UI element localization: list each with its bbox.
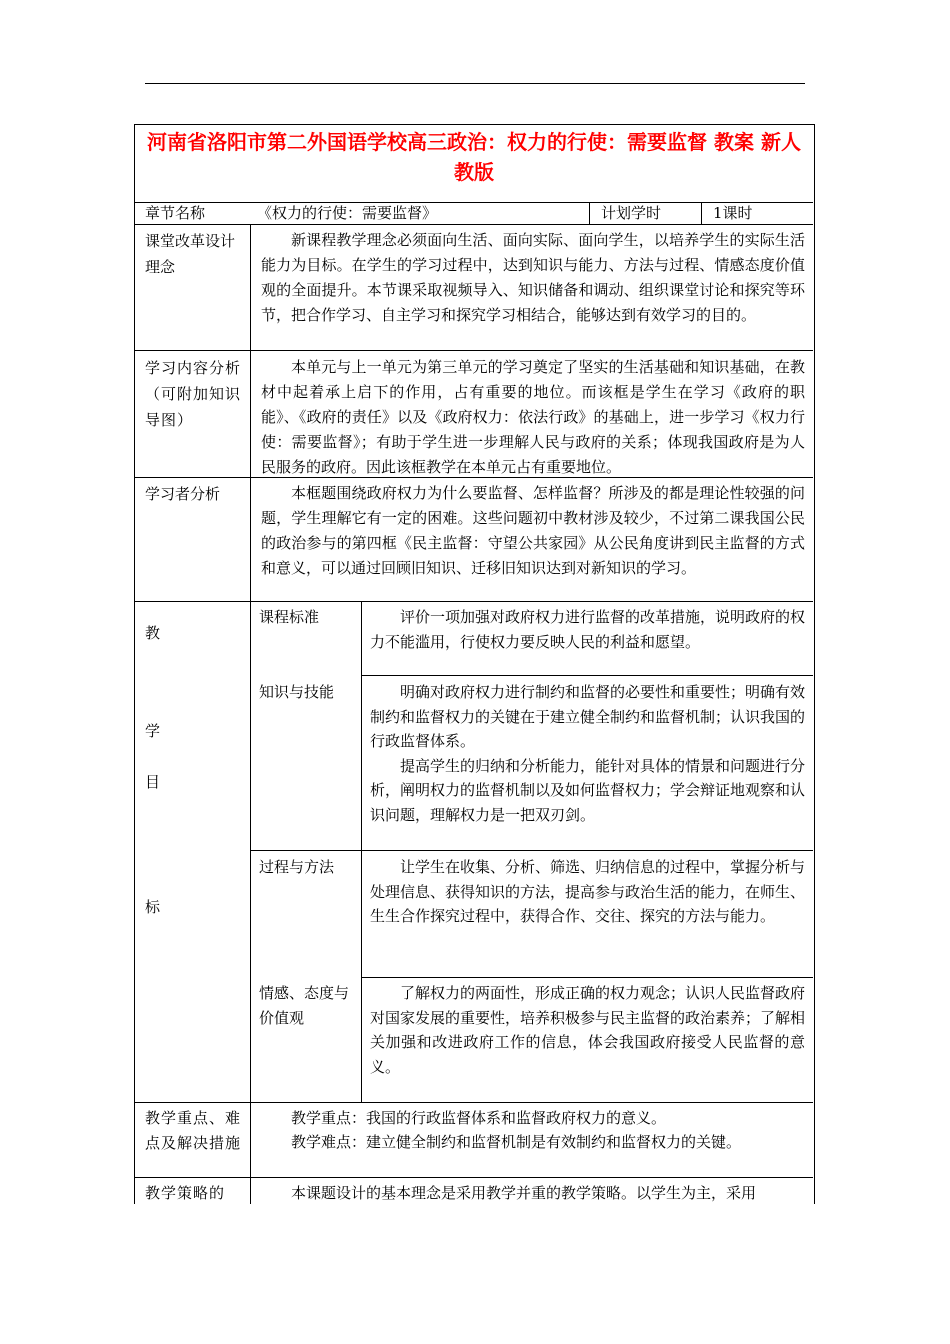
keypoint-focus: 教学重点：我国的行政监督体系和监督政府权力的意义。 bbox=[291, 1109, 667, 1127]
col-divider bbox=[701, 202, 702, 224]
objective-text-attitude bbox=[362, 979, 813, 1101]
concept-label: 课堂改革设计理念 bbox=[145, 232, 236, 276]
content-analysis-text: 本单元与上一单元为第三单元的学习奠定了坚实的生活基础和知识基础，在教材中起着承上启下的作用，占有重要的地位。而该框是学生在学习《政府的职能》、《政府的责任》以及《政府权力：依法行政》的基础上，进一步学习《权力行使：需要监督》；有助于学生进一步理解人民与政府的关系；体现我国政府是为人民服务的政府。因此该框教学在本单元占有重要地位。 bbox=[261, 358, 805, 476]
content-analysis-label: 学习内容分析（可附加知识导图） bbox=[145, 359, 242, 429]
objectives-char-4: 标 bbox=[145, 898, 161, 916]
row-divider bbox=[135, 224, 813, 225]
objective-label-curriculum: 课程标准 bbox=[259, 608, 320, 626]
sub-row-divider bbox=[362, 977, 813, 978]
keypoint-difficulty: 教学难点：建立健全制约和监督机制是有效制约和监督权力的关键。 bbox=[291, 1133, 742, 1151]
plan-hours-value: 1课时 bbox=[713, 204, 753, 222]
objective-paragraph: 提高学生的归纳和分析能力，能针对具体的情景和问题进行分析，阐明权力的监督机制以及如何监督权力；学会辩证地观察和认识问题，理解权力是一把双刃剑。 bbox=[370, 756, 806, 824]
row-divider bbox=[135, 1177, 813, 1178]
header-rule bbox=[145, 83, 805, 84]
objective-label-knowledge: 知识与技能 bbox=[259, 683, 335, 701]
row-divider bbox=[135, 350, 813, 351]
objective-label-process: 过程与方法 bbox=[259, 858, 335, 876]
sub-row-divider bbox=[251, 850, 813, 851]
chapter-label: 章节名称 bbox=[145, 204, 206, 222]
objective-text-knowledge bbox=[362, 678, 813, 848]
row-divider bbox=[135, 601, 813, 602]
row-divider bbox=[135, 1102, 813, 1103]
row-divider bbox=[135, 477, 813, 478]
chapter-value: 《权力的行使：需要监督》 bbox=[257, 204, 438, 222]
concept-text: 新课程教学理念必须面向生活、面向实际、面向学生，以培养学生的实际生活能力为目标。在学生的学习过程中，达到知识与能力、方法与过程、情感态度价值观的全面提升。本节课采取视频导入、知识储备和调动、组织课堂讨论和探究等环节，把合作学习、自主学习和探究学习相结合，能够达到有效学习的目的。 bbox=[261, 231, 805, 324]
objective-paragraph: 评价一项加强对政府权力进行监督的改革措施，说明政府的权力不能滥用，行使权力要反映人民的利益和愿望。 bbox=[370, 608, 806, 651]
document-title: 河南省洛阳市第二外国语学校高三政治：权力的行使：需要监督 教案 新人教版 bbox=[147, 130, 801, 184]
strategy-label: 教学策略的 bbox=[145, 1184, 226, 1202]
learner-text: 本框题围绕政府权力为什么要监督、怎样监督？所涉及的都是理论性较强的问题，学生理解它有一定的困难。这些问题初中教材涉及较少，不过第二课我国公民的政治参与的第四框《民主监督：守望公共家园》从公民角度讲到民主监督的方式和意义，可以通过回顾旧知识、迁移旧知识达到对新知识的学习。 bbox=[261, 484, 805, 577]
keypoints-label: 教学重点、难点及解决措施 bbox=[145, 1109, 242, 1152]
objectives-char-3: 目 bbox=[145, 773, 161, 791]
objectives-char-1: 教 bbox=[145, 624, 161, 642]
learner-label: 学习者分析 bbox=[145, 485, 221, 503]
label-column-divider bbox=[250, 224, 251, 1204]
objectives-char-2: 学 bbox=[145, 722, 161, 740]
strategy-text: 本课题设计的基本理念是采用教学并重的教学策略。以学生为主，采用 bbox=[291, 1184, 757, 1202]
objective-text-process bbox=[362, 853, 813, 975]
objective-paragraph: 让学生在收集、分析、筛选、归纳信息的过程中，掌握分析与处理信息、获得知识的方法，提高参与政治生活的能力，在师生、生生合作探究过程中，获得合作、交往、探究的方法与能力。 bbox=[370, 858, 806, 925]
plan-hours-label: 计划学时 bbox=[601, 204, 662, 222]
lesson-plan-table bbox=[134, 124, 815, 1204]
col-divider bbox=[589, 202, 590, 224]
objective-text-curriculum bbox=[362, 603, 813, 675]
objective-label-attitude: 情感、态度与价值观 bbox=[259, 984, 350, 1027]
objective-paragraph: 明确对政府权力进行制约和监督的必要性和重要性；明确有效制约和监督权力的关键在于建立健全制约和监督机制；认识我国的行政监督体系。 bbox=[370, 683, 806, 750]
sub-row-divider bbox=[362, 675, 813, 676]
objective-paragraph: 了解权力的两面性，形成正确的权力观念；认识人民监督政府对国家发展的重要性，培养积极参与民主监督的政治素养；了解相关加强和改进政府工作的信息，体会我国政府接受人民监督的意义。 bbox=[370, 984, 806, 1076]
